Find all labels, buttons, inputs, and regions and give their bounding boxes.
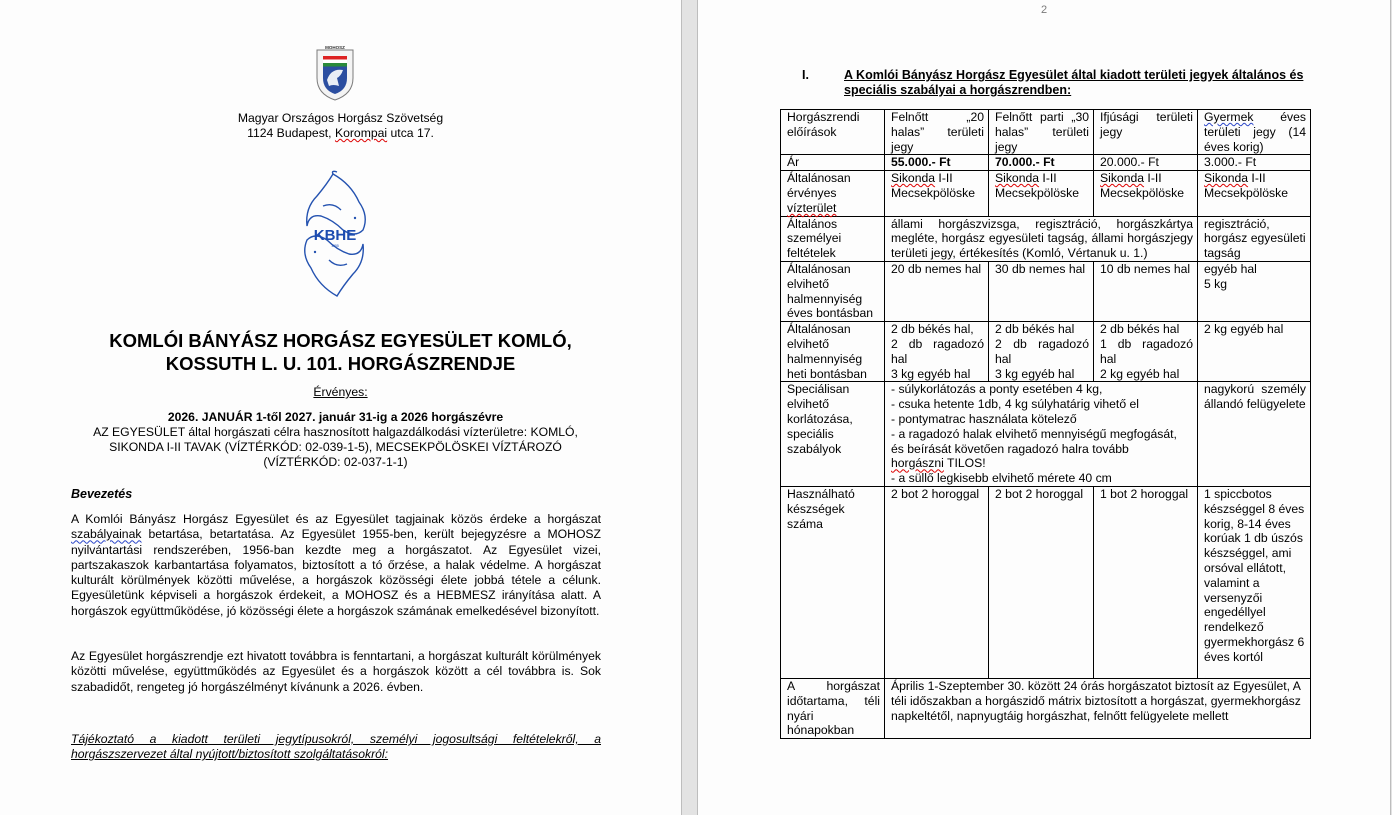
table-cell: Ár [781,155,885,171]
table-cell [989,171,1094,216]
title-line-1: KOMLÓI BÁNYÁSZ HORGÁSZ EGYESÜLET KOMLÓ, [109,330,572,351]
table-cell: nagykorú személy állandó felügyelete [1198,382,1311,487]
spelling-flag-word[interactable]: Sikonda [891,171,936,186]
kbhe-logo [293,168,377,302]
table-cell [1198,261,1311,321]
spelling-flag-word[interactable]: Sikonda [1204,171,1249,186]
table-cell: Használható készségek száma [781,486,885,678]
table-row-waters [781,171,1311,216]
org-address-number: utca 17. [387,126,434,140]
org-header [0,111,681,141]
table-cell [885,322,989,382]
paragraph-text: betartása, betartatása. Az Egyesület 1955-ben, került bejegyzésre a MOHOSZ nyilvántartási rendszerében, 1956-ban kezdte meg a horgászatot. Az Egyesület vizei, partszakaszok karbantartása folyamatos, biztosított a tó őrzése, a halak védelme. A horgászat kulturált körülmények közötti művelése, a horgászok közösségi élete jobbá tétele a célunk. Egyesületünk képviseli a horgászok érdekeit, a MOHOSZ és a HEBMESZ irányítása alatt. A horgászok együttműködése, jó közösségi élete a horgászok számának emelkedésével bizonyított. [71,527,601,618]
document-title [0,329,681,375]
cell-text: 2 db ragadozó hal [995,336,1089,366]
cell-text: Mecsekpölöske [995,185,1079,200]
table-cell: 1 bot 2 horoggal [1094,486,1198,678]
info-heading: Tájékoztató a kiadott területi jegytípusokról, személyi jogosultsági feltételekről, a horgászszervezet által nyújtott/biztosított szolgáltatásokról: [71,732,601,762]
org-address [0,126,681,141]
grammar-flag-word[interactable]: szabályainak [71,527,142,542]
table-cell: Felnőtt parti „30 halas” területi jegy [989,110,1094,155]
cell-text: I-II [1144,171,1162,186]
kbhe-logo-year: 1955 [331,244,339,248]
document-page-1 [0,0,682,815]
mohosz-logo [311,44,359,102]
section-title: A Komlói Bányász Horgász Egyesület által kiadott területi jegyek általános és speciális szabályai a horgászrendben: [844,68,1304,97]
intro-paragraph-1 [71,512,601,619]
table-cell: A horgászat időtartama, téli nyári hónapokban [781,678,885,738]
ticket-rules-table [780,109,1311,739]
validity-block [70,410,601,470]
table-cell: Április 1-Szeptember 30. között 24 órás horgászatot biztosít az Egyesület, A téli időszakban a horgászidő mátrix biztosított a horgászat, gyermekhorgász napkeltétől, napnyugtáig horgászhat, felnőtt felügyelete mellett [885,678,1311,738]
rule-item: - pontymatrac használata kötelező [891,411,1077,426]
cell-text: Mecsekpölöske [891,185,975,200]
table-row-annual [781,261,1311,321]
kbhe-logo-text: KBHE [313,227,357,244]
cell-text: egyéb hal [1204,261,1257,276]
table-cell: 30 db nemes hal [989,261,1094,321]
spelling-flag-word[interactable]: vízterület [787,200,837,215]
cell-text: Mecsekpölöske [1204,185,1288,200]
page-number: 2 [1040,4,1048,16]
cell-text: I-II [1248,171,1266,186]
table-cell: Horgászrendi előírások [781,110,885,155]
cell-text: 1 db ragadozó hal [1100,336,1193,366]
table-cell: állami horgászvizsga, regisztráció, horgászkártya megléte, horgász egyesületi tagság, állami horgászjegy területi jegy, értékesítés (Komló, Vértanuk u. 1.) [885,216,1198,261]
spelling-flag-word[interactable]: Korompai [334,126,388,140]
table-cell: Speciálisan elvihető korlátozása, speciális szabályok [781,382,885,487]
document-page-2 [697,0,1391,815]
cell-text: 3 kg egyéb hal [995,366,1075,381]
table-cell [989,322,1094,382]
table-row-weekly [781,322,1311,382]
cell-text: TILOS! [943,456,986,471]
table-cell: 20.000.- Ft [1094,155,1198,171]
rule-item [891,456,1193,471]
table-cell: 20 db nemes hal [885,261,989,321]
intro-heading: Bevezetés [71,487,133,501]
table-row-personal [781,216,1311,261]
table-cell [1198,110,1311,155]
table-cell [1198,171,1311,216]
spelling-flag-word[interactable]: Sikonda [1100,171,1145,186]
cell-text: 2 db békés hal [1100,322,1180,337]
table-cell [781,171,885,216]
spelling-flag-word[interactable]: Sikonda [995,171,1040,186]
table-cell: regisztráció, horgász egyesületi tagság [1198,216,1311,261]
cell-text: 2 db ragadozó hal [891,336,984,366]
rule-item: - súlykorlátozás a ponty esetében 4 kg, [891,382,1103,397]
rule-item: - a ragadozó halak elvihető mennyiségű megfogását, és beírását követően ragadozó halra tovább [891,426,1177,456]
rule-item: - a süllő legkisebb elvihető mérete 40 cm [891,471,1112,486]
cell-text: Általánosan érvényes [787,171,851,200]
cell-text: 3 kg egyéb hal [891,366,971,381]
table-cell: 55.000.- Ft [885,155,989,171]
validity-period: 2026. JANUÁR 1-től 2027. január 31-ig a 2026 horgászévre [167,410,504,424]
table-cell [1094,171,1198,216]
intro-paragraph-2: Az Egyesület horgászrendje ezt hivatott továbbra is fenntartani, a horgászat kulturált körülmények közötti művelése, együttműködés az Egyesület és a horgászok között a cél továbbra is. Sok szabadidőt, rengeteg jó horgászélményt kívánunk a 2026. évben. [71,649,601,694]
table-row-header [781,110,1311,155]
table-cell: Általánosan elvihető halmennyiség heti bontásban [781,322,885,382]
table-cell [1094,322,1198,382]
cell-text: 5 kg [1204,276,1228,291]
table-cell: 1 spiccbotos készséggel 8 éves korig, 8-14 éves korúak 1 db úszós készséggel, ami orsóval ellátott, valamint a versenyzői engedéllyel rendelkező gyermekhorgász 6 éves kortól [1198,486,1311,678]
table-cell: Általánosan elvihető halmennyiség éves bontásban [781,261,885,321]
table-cell: Általános személyei feltételek [781,216,885,261]
section-number: I. [802,68,809,82]
table-cell [885,382,1198,487]
table-cell [885,171,989,216]
table-row-gear [781,486,1311,678]
spelling-flag-word[interactable]: horgászni [891,456,944,471]
cell-text: I-II [935,171,953,186]
title-line-2: KOSSUTH L. U. 101. HORGÁSZRENDJE [165,353,516,374]
cell-text: éves területi jegy (14 éves korig) [1204,110,1306,154]
cell-text: 2 db békés hal [995,322,1075,337]
org-address-city: 1124 Budapest, [247,126,335,140]
table-cell: 3.000.- Ft [1198,155,1311,171]
cell-text: 2 kg egyéb hal [1100,366,1180,381]
cell-text: I-II [1039,171,1057,186]
table-cell: Felnőtt „20 halas” területi jegy [885,110,989,155]
table-cell: Ifjúsági területi jegy [1094,110,1198,155]
valid-label: Érvényes: [313,385,368,399]
table-row-duration [781,678,1311,738]
table-cell: 10 db nemes hal [1094,261,1198,321]
table-cell: 2 bot 2 horoggal [885,486,989,678]
validity-waters: AZ EGYESÜLET által horgászati célra hasznosított halgazdálkodási vízterületre: KOMLÓ, SIKONDA I-II TAVAK (VÍZTÉRKÓD: 02-039-1-5), MECSEKPÖLÖSKEI VÍZTÁROZÓ (VÍZTÉRKÓD: 02-037-1-1) [93,425,578,469]
table-cell: 2 bot 2 horoggal [989,486,1094,678]
rule-item: - csuka hetente 1db, 4 kg súlyhatárig vihető el [891,397,1139,412]
table-cell: 2 kg egyéb hal [1198,322,1311,382]
mohosz-logo-text: MOHOSZ [325,45,345,50]
table-row-price [781,155,1311,171]
org-name: Magyar Országos Horgász Szövetség [237,111,444,125]
table-row-special [781,382,1311,487]
cell-text: Mecsekpölöske [1100,185,1184,200]
cell-text: 2 db békés hal, [891,322,974,337]
paragraph-text: A Komlói Bányász Horgász Egyesület és az Egyesület tagjainak közös érdeke a horgászat [71,512,601,526]
table-cell: 70.000.- Ft [989,155,1094,171]
grammar-flag-word[interactable]: Gyermek [1204,110,1254,124]
